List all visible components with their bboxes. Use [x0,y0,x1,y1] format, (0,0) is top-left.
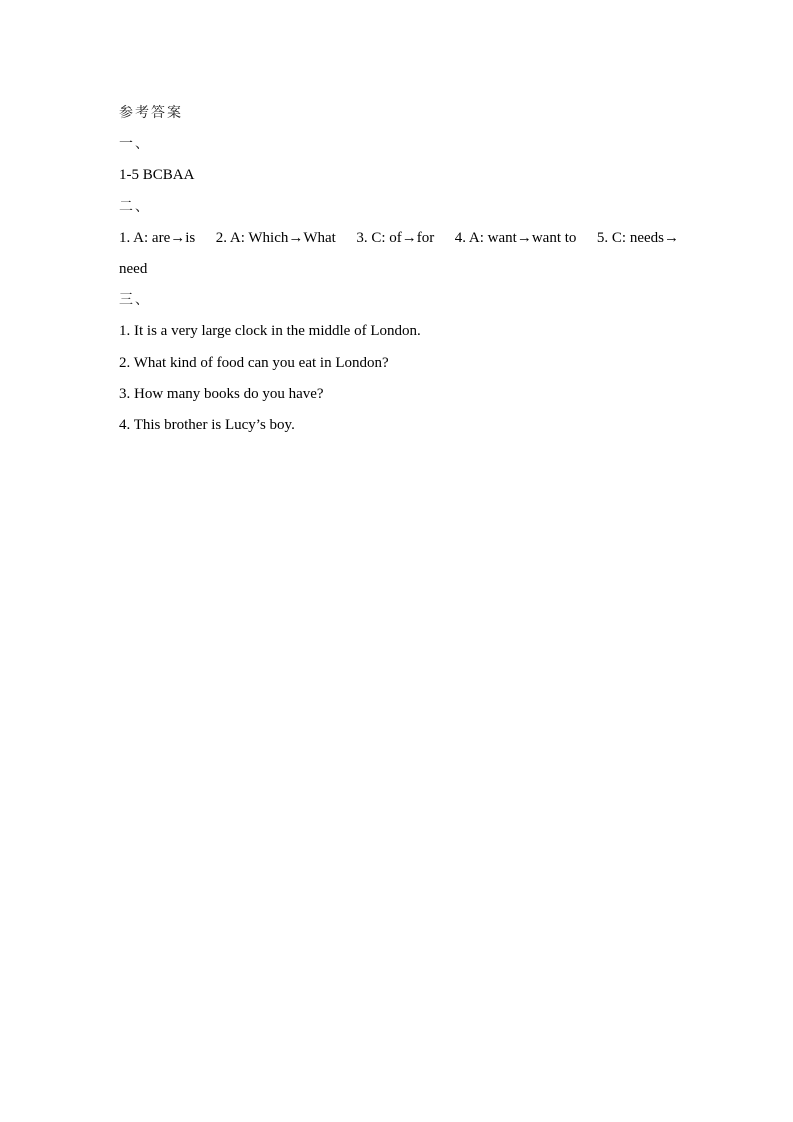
correction-item-3: 3. C: of→for [356,229,435,246]
answer-key-title: 参考答案 [119,105,183,121]
section-two-corrections-line [119,223,679,254]
sentence-answer-1: 1. It is a very large clock in the middle of London. [119,323,421,340]
correction-item-4: 4. A: want→want to [454,229,577,246]
correction-item-5: 5. C: needs→ [596,229,679,246]
sentence-answer-4: 4. This brother is Lucy’s boy. [119,417,295,434]
sentence-answer-2: 2. What kind of food can you eat in London? [119,354,389,371]
correction-item-1: 1. A: are→is [119,229,196,246]
section-three-heading: 三、 [119,292,151,309]
section-one-answers: 1-5 BCBAA [119,167,195,184]
section-two-heading: 二、 [119,198,151,215]
section-one-heading: 一、 [119,136,151,153]
correction-item-2: 2. A: Which→What [215,229,336,246]
answer-key-content [119,98,679,441]
correction-item-5-continuation: need [119,261,148,278]
sentence-answer-3: 3. How many books do you have? [119,385,324,402]
